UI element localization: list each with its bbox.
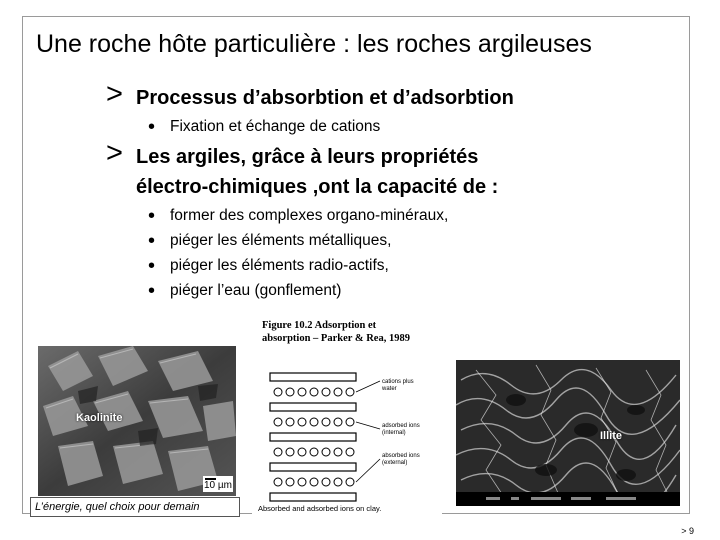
adsorption-figure — [252, 311, 442, 514]
illite-sem-image — [456, 360, 680, 506]
dot-bullet-icon: • — [148, 116, 156, 138]
dot-bullet-icon: • — [148, 255, 156, 277]
footer-banner: L’énergie, quel choix pour demain — [30, 497, 240, 517]
bullet-text-line2: électro-chimiques ,ont la capacité de : — [136, 176, 499, 198]
label-cations: cations plus water — [382, 379, 414, 392]
sub-bullet-text: piéger les éléments métalliques, — [170, 232, 392, 249]
sub-bullet-text: Fixation et échange de cations — [170, 118, 381, 135]
figure-caption-line2: absorption – Parker & Rea, 1989 — [262, 333, 410, 344]
illite-texture — [456, 360, 680, 506]
scale-bar-label: 10 µm — [204, 480, 232, 491]
dot-bullet-icon: • — [148, 280, 156, 302]
sub-bullet-text: piéger les éléments radio-actifs, — [170, 257, 389, 274]
sub-bullet-text: former des complexes organo-minéraux, — [170, 207, 449, 224]
label-adsorbed: adsorbed ions (internal) — [382, 423, 420, 436]
kaolinite-label: Kaolinite — [76, 412, 123, 424]
page-number: > 9 — [681, 526, 694, 536]
label-absorbed: absorbed ions (external) — [382, 453, 420, 466]
kaolinite-texture — [38, 346, 236, 496]
illite-label: Illite — [600, 430, 623, 442]
slide-title: Une roche hôte particulière : les roches argileuses — [36, 30, 592, 58]
kaolinite-sem-image — [38, 346, 236, 496]
dot-bullet-icon: • — [148, 205, 156, 227]
dot-bullet-icon: • — [148, 230, 156, 252]
sub-bullet-text: piéger l’eau (gonflement) — [170, 282, 342, 299]
bullet-text: Processus d’absorbtion et d’adsorbtion — [136, 87, 514, 109]
figure-bottom-caption: Absorbed and adsorbed ions on clay. — [258, 504, 382, 513]
bullet-text-line1: Les argiles, grâce à leurs propriétés — [136, 146, 479, 168]
chevron-bullet-icon: > — [106, 137, 123, 169]
chevron-bullet-icon: > — [106, 78, 123, 110]
figure-caption-line1: Figure 10.2 Adsorption et — [262, 320, 377, 331]
clay-layers-diagram — [252, 311, 442, 514]
